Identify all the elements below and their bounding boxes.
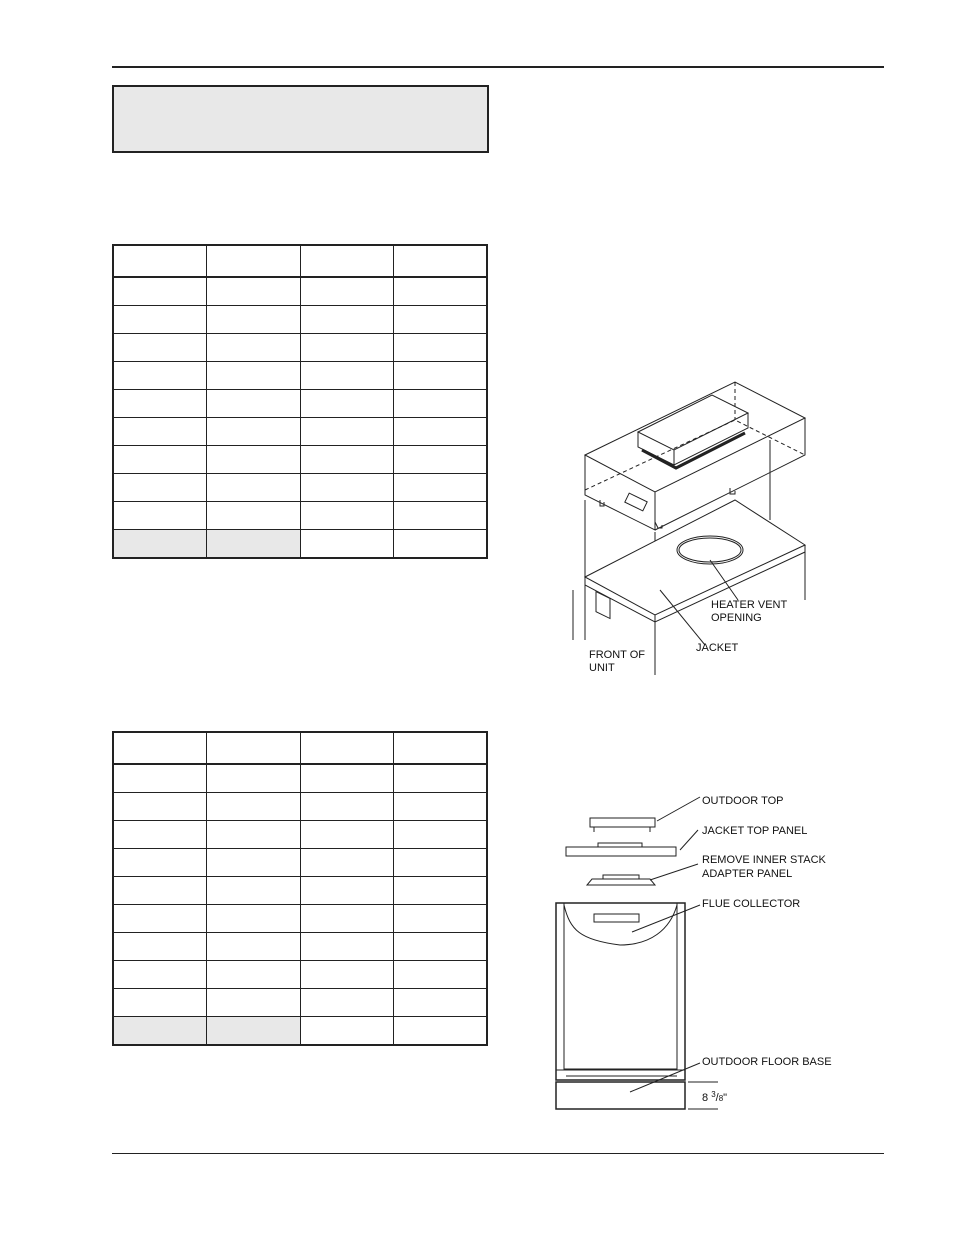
label-flue-collector: FLUE COLLECTOR — [702, 898, 801, 910]
dimension-num: 3 — [711, 1090, 716, 1099]
label-heater-vent-2: OPENING — [711, 612, 762, 624]
label-outdoor-floor-base: OUTDOOR FLOOR BASE — [702, 1056, 832, 1068]
label-remove-1: REMOVE INNER STACK — [702, 854, 826, 866]
label-remove-2: ADAPTER PANEL — [702, 868, 793, 880]
outdoor-top-part — [590, 818, 655, 827]
label-jacket-top-panel: JACKET TOP PANEL — [702, 825, 808, 837]
stack-adapter-part — [587, 879, 655, 885]
label-front-2: UNIT — [589, 662, 615, 674]
label-jacket: JACKET — [696, 642, 739, 654]
dimension-whole: 8 — [702, 1092, 709, 1104]
label-dimension: 8 $^3$/8" — [702, 1090, 728, 1104]
label-outdoor-top: OUTDOOR TOP — [702, 795, 784, 807]
jacket-top-panel-part — [566, 847, 676, 856]
dimension-den: 8 — [718, 1094, 724, 1103]
outdoor-floor-base-part — [556, 1082, 685, 1109]
label-front-1: FRONT OF — [589, 649, 646, 661]
label-heater-vent-1: HEATER VENT — [711, 599, 788, 611]
dimension-unit: " — [723, 1092, 728, 1104]
bottom-rule — [112, 1153, 884, 1154]
